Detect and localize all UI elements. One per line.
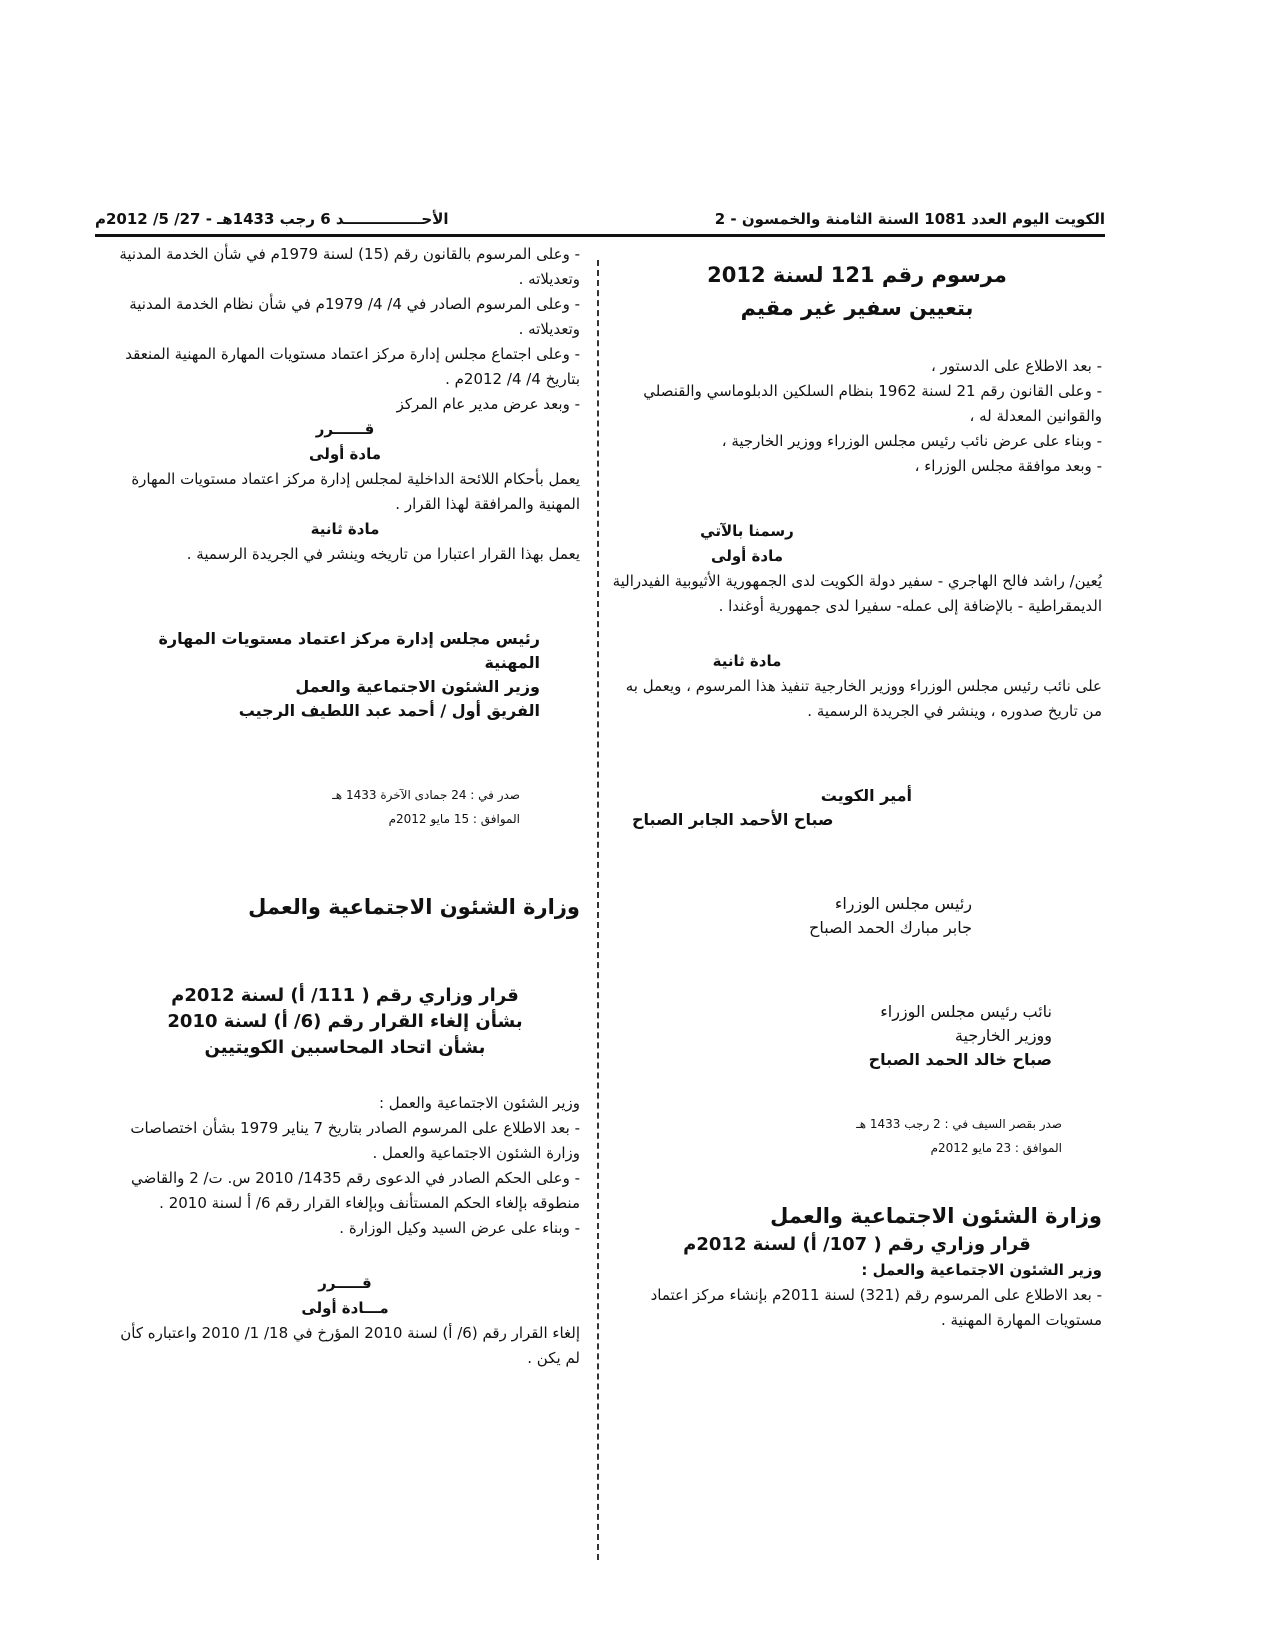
page-header	[95, 196, 1105, 237]
decree-heading: رسمنا بالآتي	[700, 522, 794, 540]
resolution-preamble: - بعد الاطلاع على المرسوم رقم (321) لسنة 2011م بإنشاء مركز اعتماد مستويات المهارة المهنية .	[650, 1286, 1102, 1329]
amir-title: أمير الكويت	[820, 786, 912, 805]
resolution-article-1-heading: مـــادة أولى	[301, 1299, 389, 1317]
ministry-heading: وزارة الشئون الاجتماعية والعمل	[770, 1204, 1102, 1228]
decree-subtitle: بتعيين سفير غير مقيم	[740, 296, 974, 320]
resolution-decision-heading: قـــــرر	[318, 1274, 372, 1292]
amir-name: صباح الأحمد الجابر الصباح	[632, 810, 834, 829]
preamble-item: - وبناء على عرض نائب رئيس مجلس الوزراء ووزير الخارجية ،	[721, 432, 1102, 450]
resolution-preamble-item: - وبناء على عرض السيد وكيل الوزارة .	[339, 1219, 580, 1237]
article-1-heading: مادة أولى	[711, 547, 783, 565]
pm-name: جابر مبارك الحمد الصباح	[808, 918, 972, 937]
preamble-item: - وبعد موافقة مجلس الوزراء ،	[914, 457, 1102, 475]
resolution-preamble-item: - وعلى الحكم الصادر في الدعوى رقم 1435/ 2010 س. ت/ 2 والقاضي منطوقه بإلغاء الحكم المستأنف وبإلغاء القرار رقم 6/ أ لسنة 2010 .	[131, 1169, 580, 1212]
preamble-item: - وعلى المرسوم الصادر في 4/ 4/ 1979م في شأن نظام الخدمة المدنية وتعديلاته .	[129, 295, 580, 338]
signatory-title-1: رئيس مجلس إدارة مركز اعتماد مستويات المهارة المهنية	[158, 629, 540, 672]
header-issue-info: الكويت اليوم العدد 1081 السنة الثامنة والخمسون - 2	[714, 210, 1105, 228]
article-1-heading: مادة أولى	[309, 445, 381, 463]
preamble-item: - بعد الاطلاع على الدستور ،	[930, 357, 1102, 375]
decree-title-block	[612, 258, 1102, 324]
preamble-item: - وبعد عرض مدير عام المركز	[396, 395, 580, 413]
article-2-text: يعمل بهذا القرار اعتبارا من تاريخه وينشر في الجريدة الرسمية .	[186, 545, 580, 563]
preamble-item: - وعلى القانون رقم 21 لسنة 1962 بنظام السلكين الدبلوماسي والقنصلي والقوانين المعدلة له ،	[643, 382, 1102, 425]
article-1-text: يُعين/ راشد فالح الهاجري - سفير دولة الكويت لدى الجمهورية الأثيوبية الفيدرالية الديمقراطية - بالإضافة إلى عمله- سفيرا لدى جمهورية أوغندا .	[612, 572, 1102, 615]
preamble-item: - وعلى اجتماع مجلس إدارة مركز اعتماد مستويات المهارة المهنية المنعقد بتاريخ 4/ 4/ 2012م .	[125, 345, 580, 388]
left-column	[110, 242, 580, 1371]
header-date: الأحـــــــــــــــد 6 رجب 1433هـ - 27/ 5/ 2012م	[95, 210, 449, 228]
signatory-title-2: وزير الشئون الاجتماعية والعمل	[295, 677, 540, 696]
resolution-title-1: قرار وزاري رقم ( 111/ أ) لسنة 2012م	[171, 985, 519, 1006]
column-divider	[597, 260, 599, 1560]
resolution-minister: وزير الشئون الاجتماعية والعمل :	[861, 1261, 1102, 1279]
article-2-text: على نائب رئيس مجلس الوزراء ووزير الخارجية تنفيذ هذا المرسوم ، ويعمل به من تاريخ صدوره ، وينشر في الجريدة الرسمية .	[625, 677, 1102, 720]
resolution-title: قرار وزاري رقم ( 107/ أ) لسنة 2012م	[683, 1234, 1031, 1255]
pm-title: رئيس مجلس الوزراء	[834, 894, 972, 913]
resolution-preamble-item: - بعد الاطلاع على المرسوم الصادر بتاريخ 7 يناير 1979 بشأن اختصاصات وزارة الشئون الاجتماعية والعمل .	[130, 1119, 580, 1162]
resolution-title-3: بشأن اتحاد المحاسبين الكويتيين	[204, 1037, 486, 1058]
issued-at: صدر في : 24 جمادى الآخرة 1433 هـ	[332, 788, 520, 802]
resolution-article-1-text: إلغاء القرار رقم (6/ أ) لسنة 2010 المؤرخ في 18/ 1/ 2010 واعتباره كأن لم يكن .	[120, 1324, 580, 1367]
article-1-text: يعمل بأحكام اللائحة الداخلية لمجلس إدارة مركز اعتماد مستويات المهارة المهنية والمرافقة لهذا القرار .	[131, 470, 580, 513]
ministry-heading: وزارة الشئون الاجتماعية والعمل	[248, 895, 580, 919]
resolution-minister: وزير الشئون الاجتماعية والعمل :	[378, 1094, 580, 1112]
article-2-heading: مادة ثانية	[712, 652, 782, 670]
dpm-title-2: ووزير الخارجية	[954, 1026, 1052, 1045]
signatory-name: الفريق أول / أحمد عبد اللطيف الرجيب	[238, 701, 540, 720]
decree-title: مرسوم رقم 121 لسنة 2012	[707, 263, 1007, 287]
dpm-name: صباح خالد الحمد الصباح	[868, 1050, 1052, 1069]
issued-at: صدر بقصر السيف في : 2 رجب 1433 هـ	[856, 1117, 1062, 1131]
decision-heading: قــــــرر	[315, 420, 375, 438]
dpm-title-1: نائب رئيس مجلس الوزراء	[880, 1002, 1052, 1021]
issued-corresponding: الموافق : 15 مايو 2012م	[388, 812, 520, 826]
preamble-item: - وعلى المرسوم بالقانون رقم (15) لسنة 1979م في شأن الخدمة المدنية وتعديلاته .	[119, 245, 580, 288]
issued-corresponding: الموافق : 23 مايو 2012م	[930, 1141, 1062, 1155]
article-2-heading: مادة ثانية	[310, 520, 380, 538]
right-column	[612, 258, 1102, 1333]
resolution-title-2: بشأن إلغاء القرار رقم (6/ أ) لسنة 2010	[167, 1011, 523, 1032]
